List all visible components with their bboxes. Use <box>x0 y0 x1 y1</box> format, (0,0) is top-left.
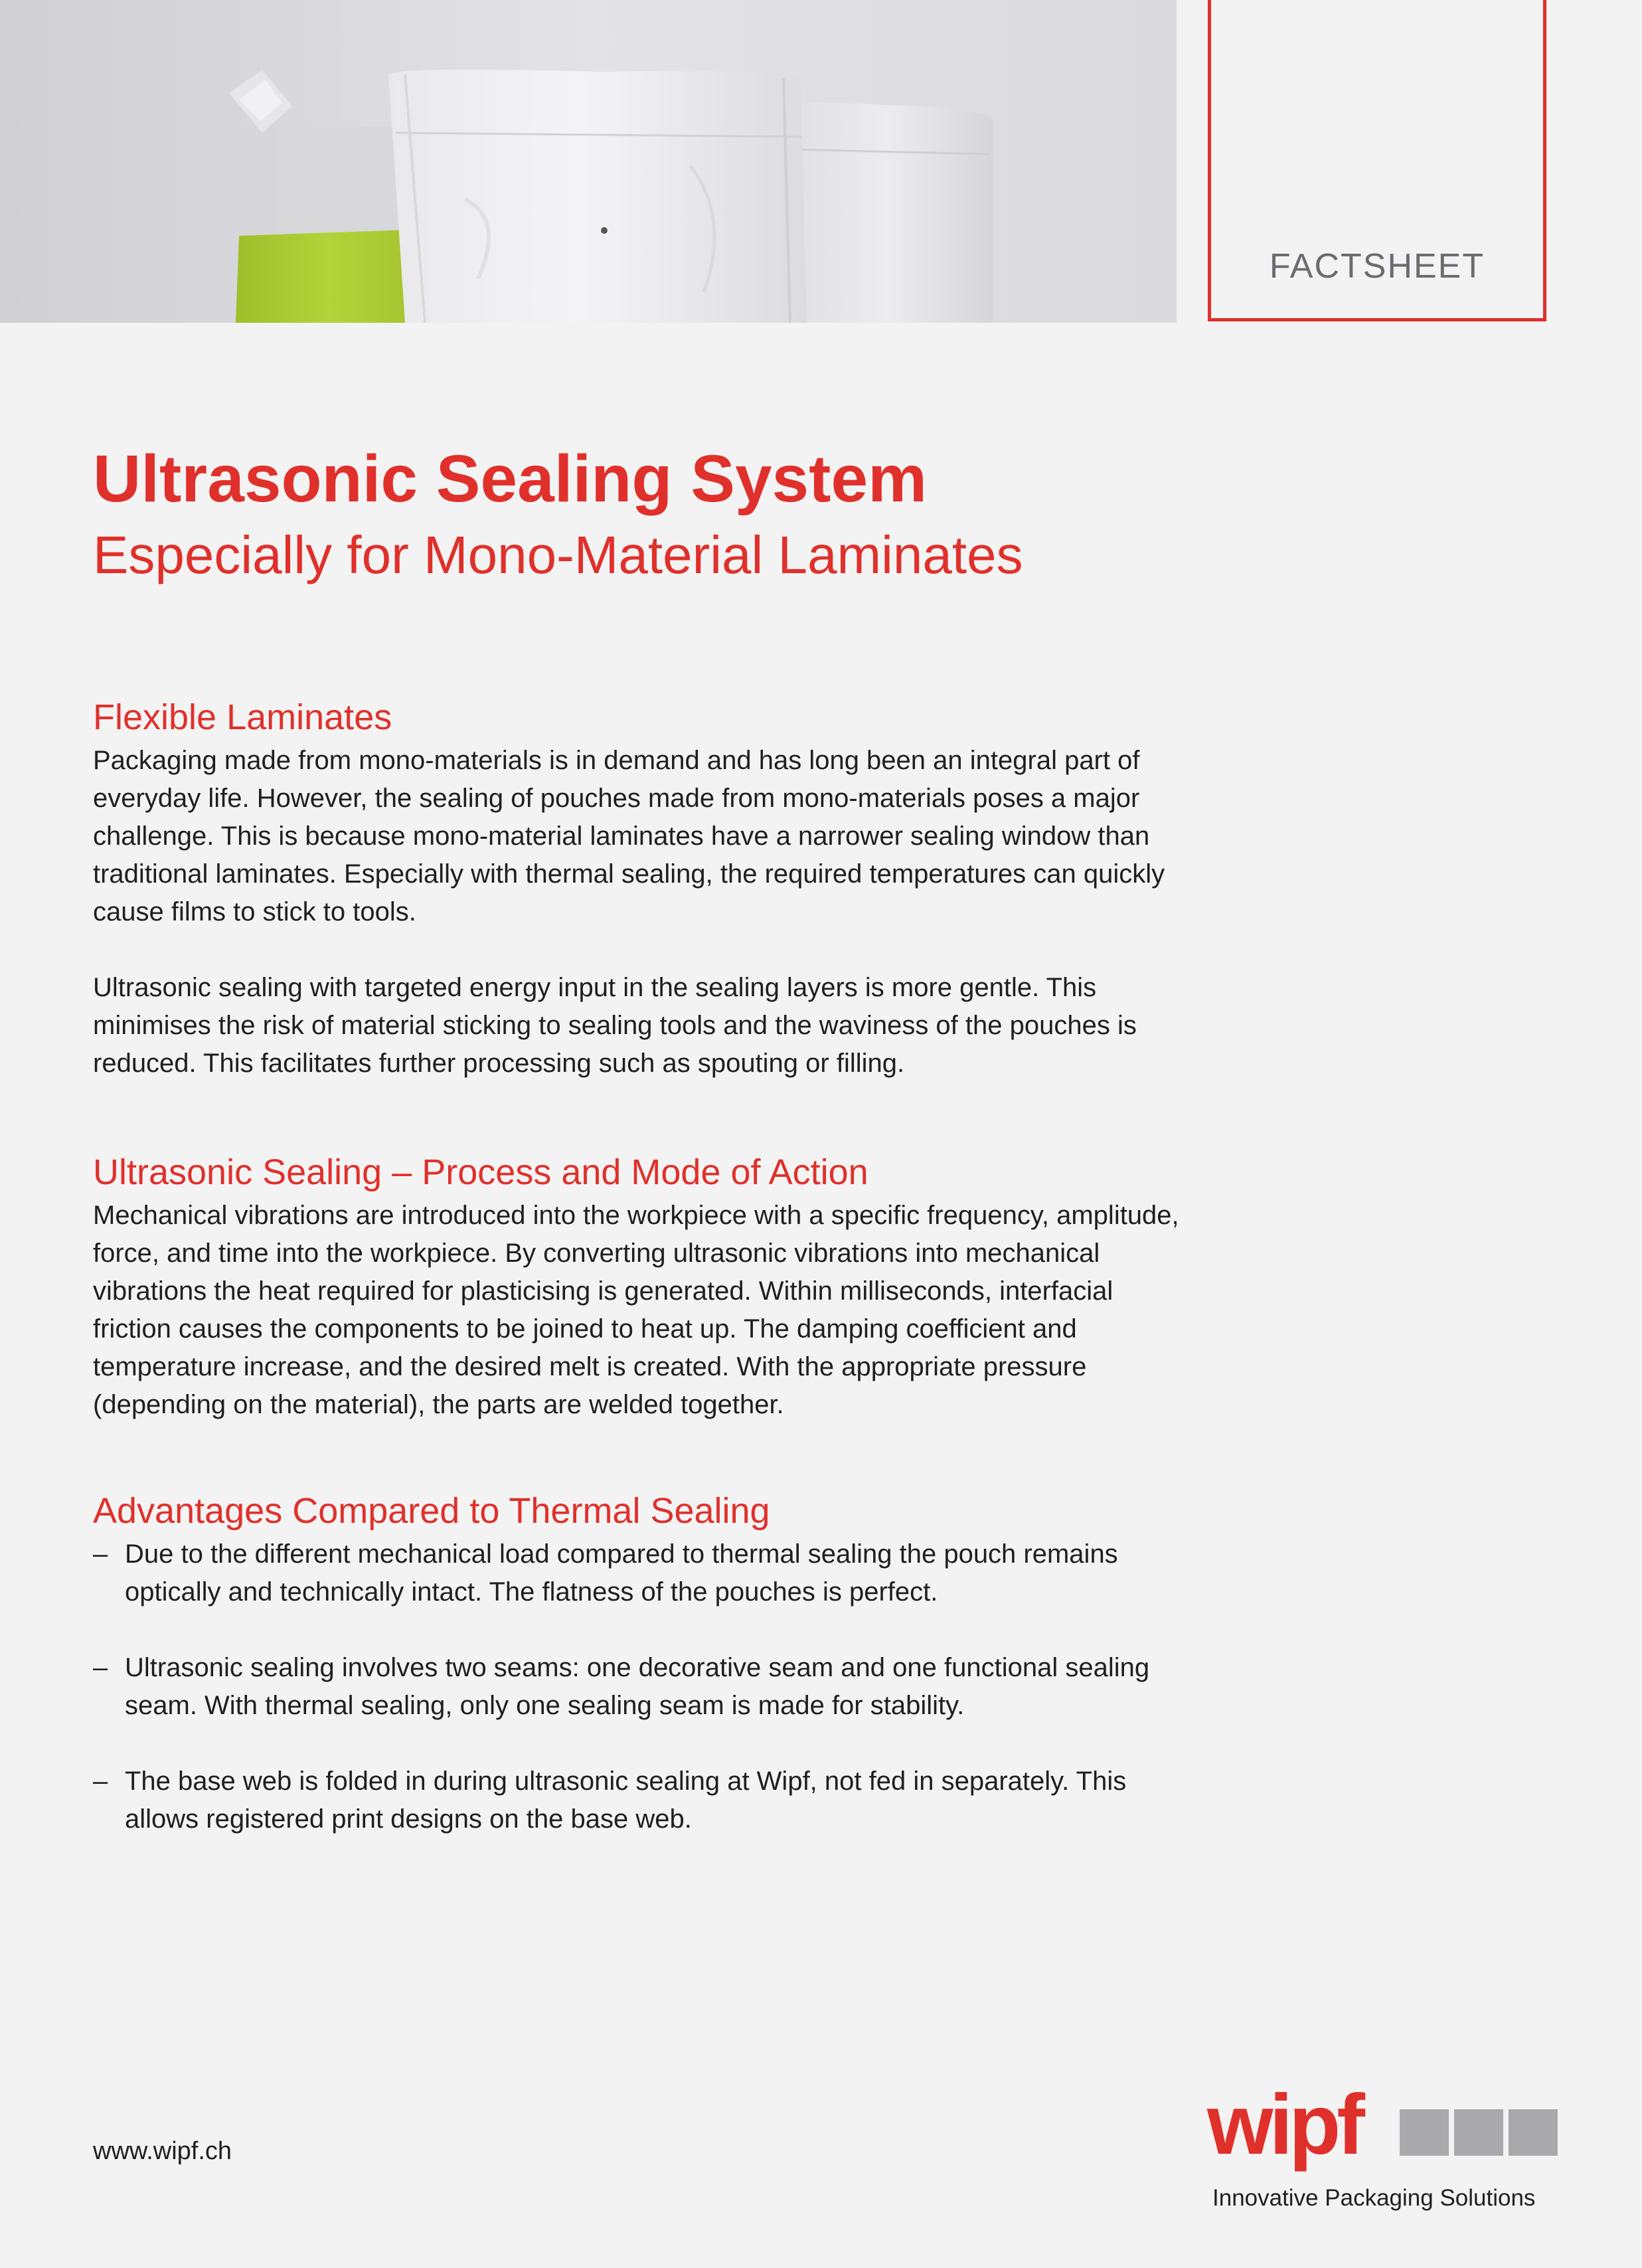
section-paragraph: Mechanical vibrations are introduced into the workpiece with a specific frequency, amplitude, force, and time into the workpiece. By converting ultrasonic vibrations into mechanical vibrations the heat required for plasticising is generated. Within milliseconds, interfacial friction causes the components to be joined to heat up. The damping coefficient and temperature increase, and the desired melt is created. With the appropriate pressure (depending on the material), the parts are welded together. <box>93 1201 1179 1419</box>
section-paragraph: Packaging made from mono-materials is in demand and has long been an integral part of everyday life. However, the sealing of pouches made from mono-materials poses a major challenge. This is because mono-material laminates have a narrower sealing window than traditional laminates. Especially with thermal sealing, the required temperatures can quickly cause films to stick to tools. <box>93 746 1165 926</box>
header-photo <box>0 0 1177 323</box>
bullet-dash: – <box>93 1767 108 1796</box>
logo-grey-block <box>1509 2109 1558 2156</box>
bullet-dash: – <box>93 1653 108 1682</box>
section-heading: Ultrasonic Sealing – Process and Mode of Action <box>93 1152 868 1192</box>
logo-wordmark: wipf <box>1207 2077 1361 2172</box>
section-process-mode-of-action <box>93 1149 1195 1424</box>
factsheet-label: FACTSHEET <box>1269 247 1485 286</box>
logo-tagline: Innovative Packaging Solutions <box>1212 2185 1536 2211</box>
section-flexible-laminates <box>93 694 1195 1083</box>
page-subtitle: Especially for Mono-Material Laminates <box>93 525 1023 584</box>
pouches-illustration <box>0 0 1177 323</box>
list-item <box>93 1763 1195 1838</box>
page-title: Ultrasonic Sealing System <box>93 442 928 516</box>
website-link[interactable]: www.wipf.ch <box>93 2137 232 2165</box>
list-item <box>93 1649 1195 1725</box>
list-item <box>93 1535 1195 1611</box>
factsheet-tag <box>1208 0 1546 321</box>
section-advantages <box>93 1488 1195 1838</box>
logo-grey-block <box>1400 2109 1449 2156</box>
section-heading: Advantages Compared to Thermal Sealing <box>93 1491 770 1531</box>
list-item-text: Due to the different mechanical load compared to thermal sealing the pouch remains optically and technically intact. The flatness of the pouches is perfect. <box>125 1539 1118 1607</box>
list-item-text: Ultrasonic sealing involves two seams: one decorative seam and one functional sealing seam. With thermal sealing, only one sealing seam is made for stability. <box>125 1653 1150 1720</box>
wipf-logo <box>1207 2077 1552 2178</box>
section-heading: Flexible Laminates <box>93 697 392 737</box>
list-item-text: The base web is folded in during ultrasonic sealing at Wipf, not fed in separately. This allows registered print designs on the base web. <box>125 1767 1127 1834</box>
section-paragraph: Ultrasonic sealing with targeted energy input in the sealing layers is more gentle. This minimises the risk of material sticking to sealing tools and the waviness of the pouches is reduced. This facilitates further processing such as spouting or filling. <box>93 973 1137 1078</box>
logo-grey-block <box>1454 2109 1503 2156</box>
bullet-dash: – <box>93 1539 108 1569</box>
advantages-list <box>93 1535 1195 1838</box>
